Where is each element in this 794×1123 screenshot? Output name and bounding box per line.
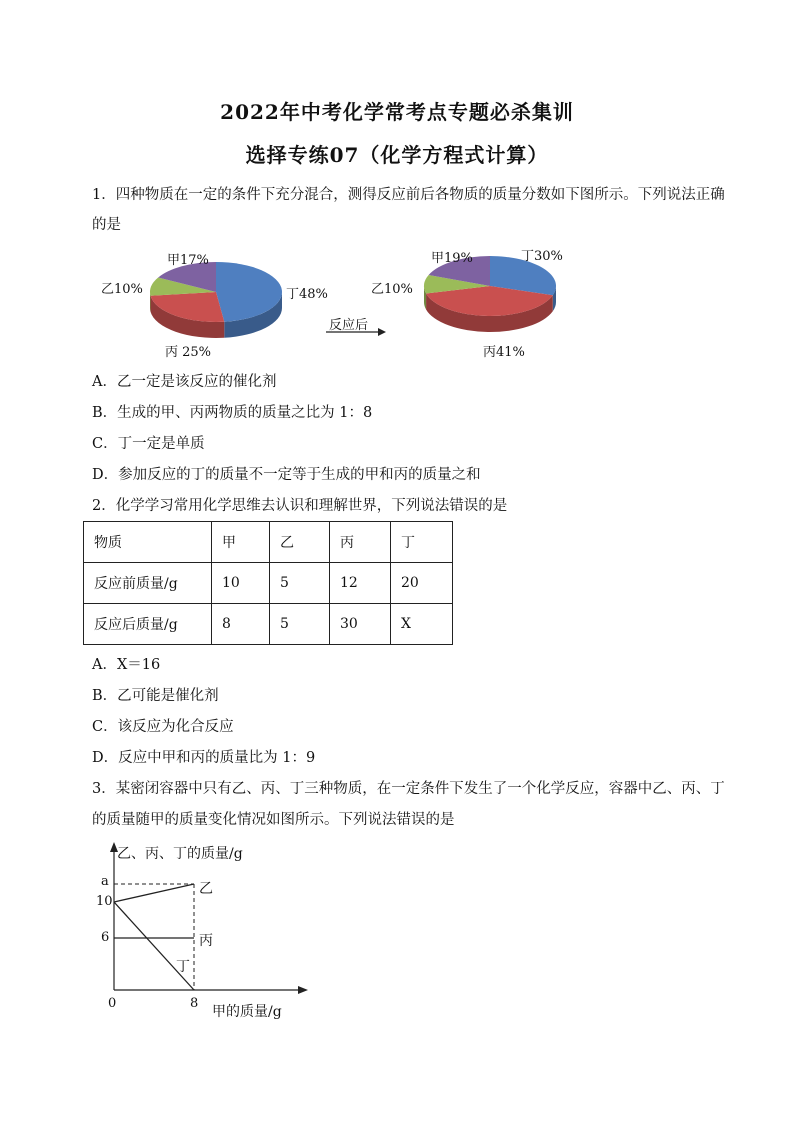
graph-ytick-10: 10 — [96, 894, 113, 909]
table-cell: 5 — [270, 563, 330, 604]
table-cell: 甲 — [212, 522, 270, 563]
table-cell: 丁 — [391, 522, 453, 563]
pie-before — [150, 262, 282, 338]
pie-after — [424, 256, 556, 332]
q3-stem-line2: 的质量随甲的质量变化情况如图所示。下列说法错误的是 — [92, 812, 455, 828]
q2-option-c: C．该反应为化合反应 — [92, 719, 234, 735]
x-axis-arrow — [298, 986, 308, 994]
graph-x-label: 甲的质量/g — [212, 1004, 282, 1020]
pie-after-label-bing: 丙41% — [483, 345, 525, 360]
table-cell: 反应后质量/g — [84, 604, 212, 645]
graph-xtick-8: 8 — [190, 996, 199, 1011]
graph-xtick-0: 0 — [108, 996, 117, 1011]
pie-before-label-ding: 丁48% — [286, 287, 328, 302]
graph-label-ding: 丁 — [176, 959, 190, 975]
q2-stem: 2．化学学习常用化学思维去认识和理解世界，下列说法错误的是 — [92, 498, 508, 514]
table-cell: 12 — [330, 563, 391, 604]
q1-stem-line2: 的是 — [92, 217, 121, 233]
q2-data-table — [83, 521, 453, 645]
q1-option-c: C．丁一定是单质 — [92, 436, 205, 452]
q1-option-b: B．生成的甲、丙两物质的质量之比为 1：8 — [92, 405, 373, 421]
arrow-label: 反应后 — [329, 318, 369, 333]
table-cell: 20 — [391, 563, 453, 604]
reaction-arrow-head — [378, 328, 386, 336]
q1-stem-line1: 1．四种物质在一定的条件下充分混合，测得反应前后各物质的质量分数如下图所示。下列说法正确 — [92, 187, 725, 203]
table-cell: 30 — [330, 604, 391, 645]
pie-after-label-yi: 乙10% — [371, 282, 413, 297]
table-cell: 乙 — [270, 522, 330, 563]
table-cell: X — [391, 604, 453, 645]
table-cell: 丙 — [330, 522, 391, 563]
q2-option-d: D．反应中甲和丙的质量比为 1：9 — [92, 750, 316, 766]
graph-ytick-6: 6 — [101, 930, 110, 945]
table-row — [84, 563, 453, 604]
table-cell: 5 — [270, 604, 330, 645]
page-subtitle: 选择专练07（化学方程式计算） — [245, 143, 549, 167]
pie-before-label-jia: 甲17% — [167, 253, 209, 268]
line-yi — [114, 884, 194, 902]
pie-before-label-bing: 丙 25% — [165, 345, 212, 360]
line-ding — [114, 902, 194, 990]
table-cell: 8 — [212, 604, 270, 645]
pie-before-label-yi: 乙10% — [101, 282, 143, 297]
table-cell: 反应前质量/g — [84, 563, 212, 604]
pie-after-label-ding: 丁30% — [521, 249, 563, 264]
graph-ytick-a: a — [101, 874, 109, 889]
q1-pie-charts — [0, 240, 794, 360]
q3-stem-line1: 3．某密闭容器中只有乙、丙、丁三种物质，在一定条件下发生了一个化学反应，容器中乙、丙、丁 — [92, 781, 725, 797]
graph-y-label: 乙、丙、丁的质量/g — [117, 846, 243, 862]
graph-label-yi: 乙 — [199, 881, 213, 897]
table-cell: 物质 — [84, 522, 212, 563]
graph-label-bing: 丙 — [199, 933, 213, 949]
table-cell: 10 — [212, 563, 270, 604]
q2-option-a: A．X＝16 — [92, 657, 161, 673]
q2-option-b: B．乙可能是催化剂 — [92, 688, 219, 704]
table-row — [84, 522, 453, 563]
pie-after-label-jia: 甲19% — [431, 251, 473, 266]
q1-option-a: A．乙一定是该反应的催化剂 — [92, 374, 277, 390]
page-title: 2022年中考化学常考点专题必杀集训 — [220, 100, 574, 124]
q1-option-d: D．参加反应的丁的质量不一定等于生成的甲和丙的质量之和 — [92, 467, 481, 483]
table-row — [84, 604, 453, 645]
